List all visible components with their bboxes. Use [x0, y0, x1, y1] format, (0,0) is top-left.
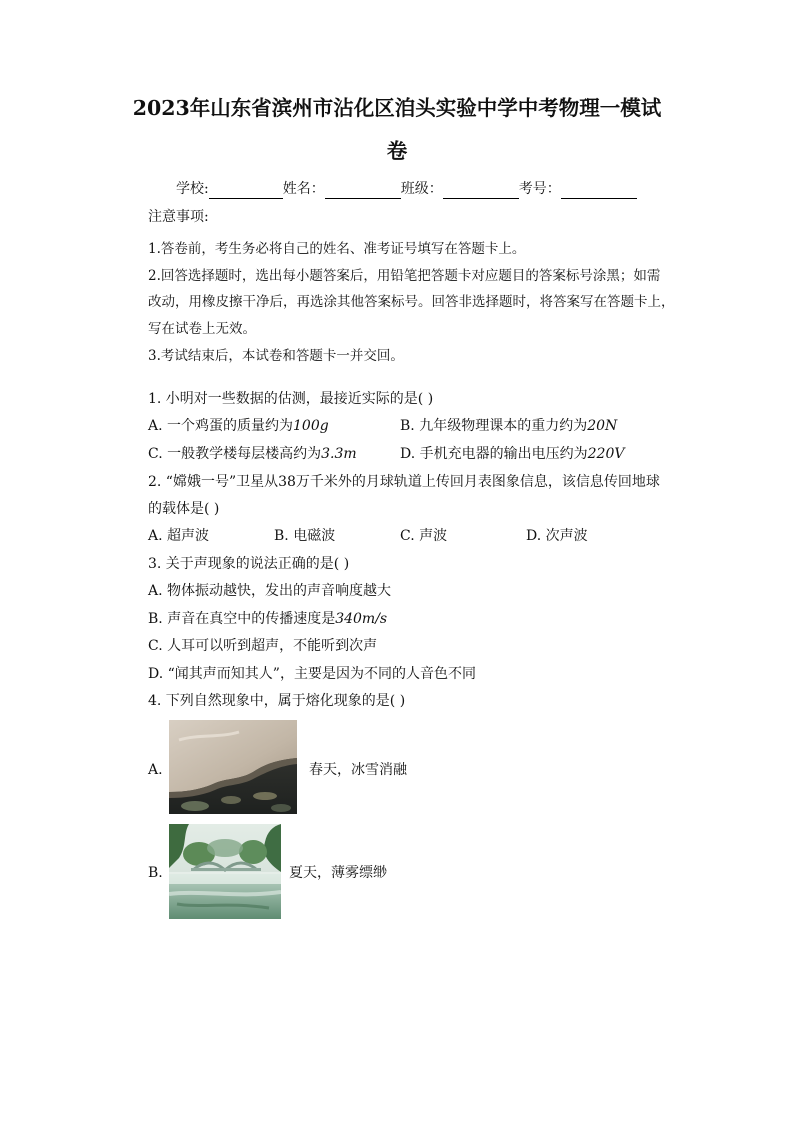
notice-heading: 注意事项:	[148, 209, 209, 225]
exam-no-blank[interactable]	[561, 184, 637, 199]
class-blank[interactable]	[443, 184, 519, 199]
name-blank[interactable]	[325, 184, 401, 199]
name-label: 姓名：	[282, 181, 325, 197]
q4-stem: 4. 下列自然现象中，属于熔化现象的是( )	[148, 693, 406, 709]
title-line-2: 卷	[386, 139, 408, 163]
q3-b-value: 340m/s	[335, 611, 388, 627]
notice-item-3: 3.考试结束后，本试卷和答题卡一并交回。	[148, 348, 404, 364]
notice-item-2-cont: 改动，用橡皮擦干净后，再选涂其他答案标号。回答非选择题时，将答案写在答题卡上，	[148, 294, 675, 310]
q1-option-d[interactable]: D. 手机充电器的输出电压约为220V	[400, 446, 625, 462]
q2-stem-line-2: 的载体是( )	[148, 501, 220, 517]
q3-option-b[interactable]: B. 声音在真空中的传播速度是340m/s	[148, 611, 388, 627]
ice-melting-photo	[169, 720, 297, 814]
school-label: 学校:	[176, 181, 209, 197]
q1-a-value: 100g	[293, 418, 329, 434]
q1-stem: 1. 小明对一些数据的估测，最接近实际的是( )	[148, 391, 434, 407]
notice-item-2-end: 写在试卷上无效。	[148, 321, 256, 337]
q1-option-b[interactable]: B. 九年级物理课本的重力约为20N	[400, 418, 618, 434]
q2-stem-line-1: 2. “嫦娥一号”卫星从38万千米外的月球轨道上传回月表图象信息，该信息传回地球	[148, 474, 660, 490]
q2-option-d[interactable]: D. 次声波	[526, 528, 588, 544]
q4-option-a-text: 春天，冰雪消融	[309, 762, 407, 778]
q2-option-b[interactable]: B. 电磁波	[274, 528, 336, 544]
q1-option-c[interactable]: C. 一般教学楼每层楼高约为3.3m	[148, 446, 357, 462]
q1-b-value: 20N	[587, 418, 618, 434]
notice-item-1: 1.答卷前，考生务必将自己的姓名、准考证号填写在答题卡上。	[148, 241, 526, 257]
school-blank[interactable]	[209, 184, 283, 199]
q3-stem: 3. 关于声现象的说法正确的是( )	[148, 556, 350, 572]
q1-option-a[interactable]: A. 一个鸡蛋的质量约为100g	[148, 418, 329, 434]
q2-option-c[interactable]: C. 声波	[400, 528, 448, 544]
exam-no-label: 考号：	[518, 181, 561, 197]
misty-lake-photo	[169, 824, 281, 919]
q3-option-c[interactable]: C. 人耳可以听到超声，不能听到次声	[148, 638, 378, 654]
q4-option-a-label[interactable]: A.	[148, 762, 163, 778]
q1-d-value: 220V	[587, 446, 625, 462]
q1-c-value: 3.3m	[321, 446, 357, 462]
q3-option-d[interactable]: D. “闻其声而知其人”，主要是因为不同的人音色不同	[148, 666, 476, 682]
q2-option-a[interactable]: A. 超声波	[148, 528, 210, 544]
q3-option-a[interactable]: A. 物体振动越快，发出的声音响度越大	[148, 583, 392, 599]
class-label: 班级：	[400, 181, 443, 197]
title-line-1: 2023年山东省滨州市沾化区洎头实验中学中考物理一模试	[132, 96, 662, 120]
q4-option-b-text: 夏天，薄雾缥缈	[289, 865, 387, 881]
notice-item-2: 2.回答选择题时，选出每小题答案后，用铅笔把答题卡对应题目的答案标号涂黑；如需	[148, 268, 661, 284]
q4-option-b-label[interactable]: B.	[148, 865, 163, 881]
student-info-row	[176, 179, 637, 199]
